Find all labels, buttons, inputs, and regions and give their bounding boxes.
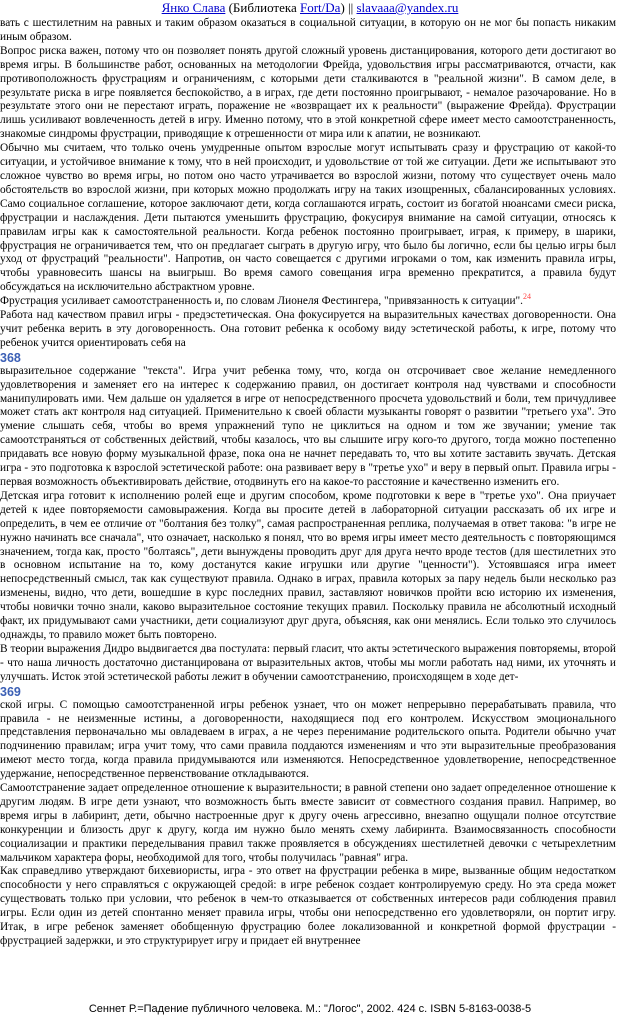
email-link[interactable]: slavaaa@yandex.ru xyxy=(356,0,459,15)
paragraph: Самоотстранение задает определенное отношение к выразительности; в равной степени оно задает определенное отношение к другим людям. В игре дети узнают, что возможность быть вместе зависит от совместного создания правил. Например, во время игры в лабиринт, дети, обычно настроенные друг к другу очень агрессивно, внезапно ощущали полное отсутствие конкуренции и близость друг к другу, когда им нужно было менять схему лабиринта. Взаимосвязанность способности социализации и практики переделывания правил также проявляется в обсуждениях шестилетней девочки с четырехлетним мальчиком характера форы, необходимой для того, чтобы получилась "равная" игра. xyxy=(0,782,616,864)
library-link[interactable]: Fort/Da xyxy=(300,0,341,15)
paragraph-text: Фрустрация усиливает самоотстраненность и, по словам Лионеля Фестингера, "привязанность к ситуации". xyxy=(0,295,523,308)
paragraph: вать с шестилетним на равных и таким образом оказаться в социальной ситуации, в которую он не мог бы попасть никаким иным образом. xyxy=(0,17,616,43)
library-label-open: (Библиотека xyxy=(225,0,300,15)
paragraph: Как справедливо утверждают бихевиористы, игра - это ответ на фрустрации ребенка в мире, вызванные общим недостатком способности у него справляться с окружающей средой: в игре ребенок создает контролируемую среду. Но эта среда может существовать только при условии, что ребенок в чем-то отказывается от собственных интересов ради соблюдения правил игры. Если один из детей спонтанно меняет правила игры, чтобы они непосредственно его удовлетворяли, он портит игру. Итак, в игре ребенок заменяет обобщенную фрустрацию более локализованной и конкретной формой фрустрации - фрустрацией задержки, и это структурирует игру и придает ей внутреннее xyxy=(0,865,616,947)
paragraph: Обычно мы считаем, что только очень умудренные опытом взрослые могут испытывать сразу и фрустрацию от какой-то ситуации, и устойчивое внимание к тому, что в ней происходит, и удовольствие от той же ситуации. Дети же испытывают это сложное чувство во время игры, но потом оно часто утрачивается во взрослой жизни, потому что существует очень мало обстоятельств во взрослой жизни, при которых можно продолжать игру на таких изощренных, сбалансированных условиях. Само социальное соглашение, которое заключают дети, когда соглашаются играть, состоит из богатой нюансами смеси риска, фрустрации и наслаждения. Дети пытаются уменьшить фрустрацию, фокусируя внимание на самой ситуации, относясь к правилам игры как к самостоятельной реальности. Когда ребенок постоянно проигрывает, играя, к примеру, в шарики, фрустрация не ограничивается тем, что он предлагает сыграть в другую игру, что было бы логично, если бы целью игры был уход от фрустраций "реальности". Напротив, он часто совещается с другими игроками о том, как изменить правила игры, чтобы уравновесить шансы на выигрыш. Во время самого совещания игра временно прекратится, а правила будут обсуждаться на исключительно абстрактном уровне. xyxy=(0,142,616,294)
paragraph: выразительное содержание "текста". Игра учит ребенка тому, что, когда он отсрочивает свое желание немедленного удовлетворения и заменяет его на интерес к содержанию правил, он достигает контроля над чувствами и способности манипулировать ими. Чем дальше он удаляется в игре от непосредственного просчета удовольствий и боли, тем причудливее может стать акт контроля над ситуацией. Применительно к своей области музыканты говорят о развитии "третьего уха". Это умение слышать себя, чтобы во время упражнений тупо не циклиться на одном и том же звучании; умение так самоотстраняться от собственных действий, чтобы казалось, что вы слышите игру кого-то другого, тогда можно постепенно придавать все новую форму музыкальной фразе, пока она не начнет передавать то, что вы хотите заставить звучать. Детская игра - это подготовка к взрослой эстетической работе: она развивает веру в "третье ухо" и веру в первый опыт. Правила игры - первая возможность объективировать действие, отодвинуть его на какое-то расстояние и качественно изменить его. xyxy=(0,364,616,488)
page-number: 369 xyxy=(0,684,21,699)
paragraph: ской игры. С помощью самоотстраненной игры ребенок узнает, что он может непрерывно перерабатывать правила, что правила - не неизменные истины, а договоренности, находящиеся под его контролем. Искусством эмоционального представления первоначально мы овладеваем в играх, а не через перенимание родительского опыта. Родители обычно учат подчинению правилам; игра учит тому, что сами правила поддаются изменениям и что эти выразительные преобразования имеют место тогда, когда правила придумываются или изменяются. Непосредственное удовлетворение, непосредственное удержание, непосредственное первенствование откладываются. xyxy=(0,698,616,781)
document-body xyxy=(0,17,616,949)
paragraph xyxy=(0,292,616,309)
library-label-close: ) || xyxy=(340,0,357,15)
page-footer xyxy=(0,1003,620,1016)
citation-text: Сеннет Р.=Падение публичного человека. М.: "Логос", 2002. 424 с. ISBN 5-8163-0038-5 xyxy=(88,1003,532,1015)
paragraph: Вопрос риска важен, потому что он позволяет понять другой сложный уровень дистанцирования, которого дети достигают во время игры. В большинстве работ, основанных на методологии Фрейда, удовольствия игры рассматриваются, отчасти, как противоположность фрустрациям и ограничениям, с которыми дети сталкиваются в "реальной жизни". В самом деле, в результате риска в игре появляется беспокойство, а в играх, где дети постоянно проигрывают, - немалое разочарование. Но в результате этого они не перестают играть, поражение не «возвращает их к реальности" (выражение Фрейда). Фрустрации лишь усиливают вовлеченность детей в игру. Именно потому, что в этой конкретной сфере имеет место самоотстраненность, знакомые синдромы фрустрации, приводящие к отрешенности от мира или к апатии, не возникают. xyxy=(0,44,616,141)
page-number: 368 xyxy=(0,350,21,365)
paragraph: Работа над качеством правил игры - предэстетическая. Она фокусируется на выразительных качествах договоренности. Она учит ребенка верить в эту договоренность. Она готовит ребенка к особому виду эстетической работы, к игре, потому что ребенок учится ориентировать себя на xyxy=(0,309,616,349)
paragraph: В теории выражения Дидро выдвигается два постулата: первый гласит, что акты эстетического выражения повторяемы, второй - что наша личность достаточно дистанцирована от выразительных актов, чтобы мы могли работать над ними, их уточнять и улучшать. Исток этой эстетической работы лежит в обучении самоотстранению, происходящем в ходе дет- xyxy=(0,642,616,683)
paragraph: Детская игра готовит к исполнению ролей еще и другим способом, кроме подготовки к вере в "третье ухо". Она приучает детей к идее повторяемости самовыражения. Когда вы просите детей в лабораторной ситуации рассказать об их игре и определить, в чем ее отличие от "болтания без толку", самая распространенная реплика, получаемая в ответ такова: "в игре не нужно начинать все сначала", что означает, насколько я понял, что во время игры имеет место деятельность с повторяющимся значением, тогда как, просто "болтаясь", дети вынуждены проводить друг для друга нечто вроде тестов (для шестилетних это в основном испытание на то, кому достанутся какие игрушки или другие "ценности"). Устоявшаяся игра имеет непосредственный смысл, так как существуют правила. Однако в играх, правила которых за пару недель были несколько раз изменены, видно, что дети, вошедшие в курс последних правил, заставляют новичков пройти всю историю их изменения, чтобы новички точно знали, каково выразительное состояние текущих правил. Поскольку правила не абсолютный исходный факт, их придумывают сами участники, дети социализуют друг друга, объясняя, как они менялись. Если только это случилось однажды, то правило может быть повторено. xyxy=(0,489,616,641)
author-link[interactable]: Янко Слава xyxy=(161,0,226,15)
footnote-marker[interactable]: 24 xyxy=(523,292,531,302)
page-header xyxy=(0,0,620,16)
